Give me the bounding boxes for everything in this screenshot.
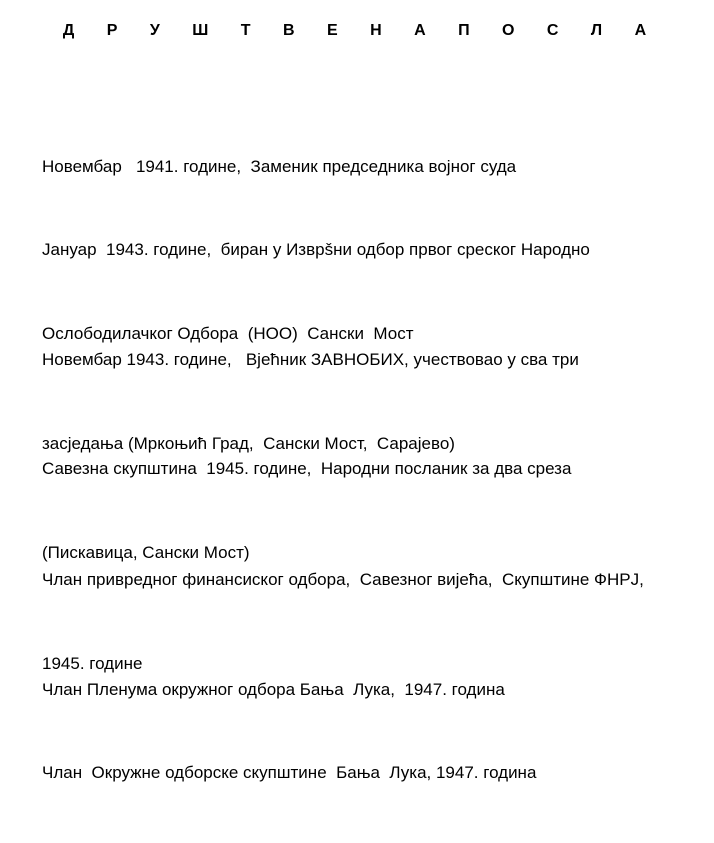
entry-line: Члан Пленума окружног одбора Бања Лука, 1947. година <box>42 680 505 699</box>
entry-line: Члан Окружне одборске скупштине Бања Лука, 1947. година <box>42 763 537 782</box>
entry-line: Новембар 1943. године, Вјећник ЗАВНОБИХ, учествовао у сва три <box>42 350 579 369</box>
entry-line: Члан привредног финансиског одбора, Савезног вијећа, Скупштине ФНРЈ, <box>42 570 644 589</box>
entry-line: Јануар 1943. године, биран у Изврšни одбор првог среског Народно <box>42 240 590 259</box>
entry-line: Ослободилачког Одбора (НОО) Сански Мост <box>42 324 414 343</box>
entry-line: 1945. године <box>42 654 143 673</box>
entry-line: Новембар 1941. године, Заменик председника војног суда <box>42 157 517 176</box>
entry-line: засједања (Мркоњић Град, Сански Мост, Сарајево) <box>42 434 455 453</box>
entry-7 <box>42 703 682 843</box>
entry-line: (Пискавица, Сански Мост) <box>42 543 250 562</box>
document-title: Д Р У Ш Т В Е Н А П О С Л А <box>62 22 652 39</box>
entry-line: Савезна скупштина 1945. године, Народни посланик за два среза <box>42 459 572 478</box>
